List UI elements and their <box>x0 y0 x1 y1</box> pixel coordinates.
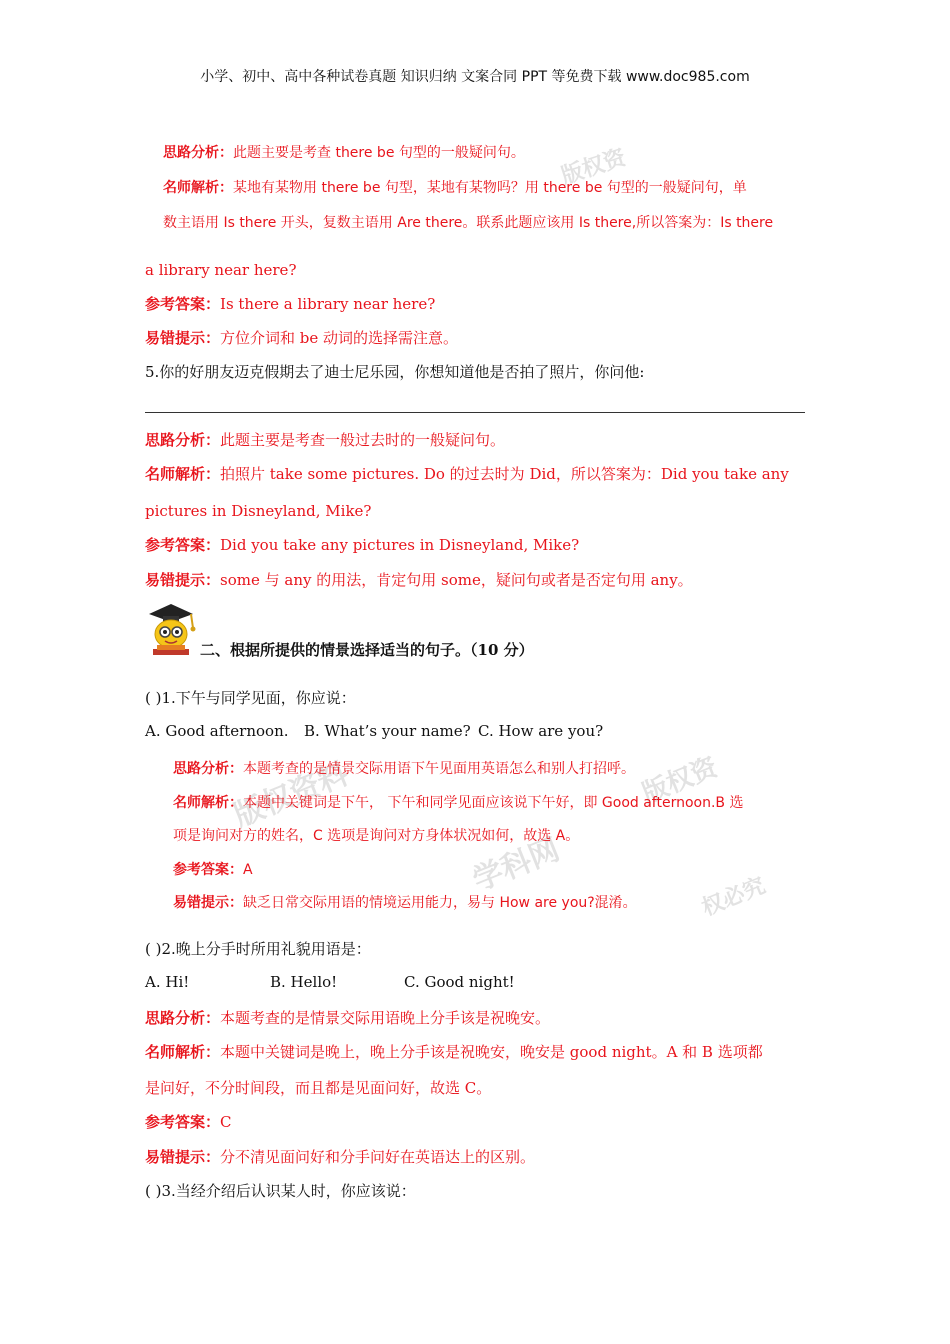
watermark: 学科网 <box>468 832 565 899</box>
explain-label: 名师解析： <box>145 465 221 483</box>
q5-tip-line <box>145 570 693 590</box>
q4-explain-3: a library near here? <box>145 261 297 279</box>
s2-analysis: 本题考查的是情景交际用语晚上分手该是祝晚安。 <box>220 1009 551 1027</box>
answer-blank-line <box>145 412 805 413</box>
q5-explain-1: 拍照片 take some pictures. Do 的过去时为 Did，所以答案为：Did you take any <box>220 465 789 483</box>
section-title: 二、根据所提供的情景选择适当的句子。（10 分） <box>200 641 534 659</box>
analysis-label: 思路分析： <box>173 761 243 777</box>
s2-answer: C <box>220 1113 232 1131</box>
s1-analysis-line <box>173 759 635 779</box>
explain-label: 名师解析： <box>173 795 243 811</box>
answer-label: 参考答案： <box>145 1113 221 1131</box>
q4-analysis: 此题主要是考查 there be 句型的一般疑问句。 <box>233 145 525 161</box>
s1-answer-line <box>173 860 253 880</box>
s1-analysis: 本题考查的是情景交际用语下午见面用英语怎么和别人打招呼。 <box>243 761 635 777</box>
watermark: 权必究 <box>698 873 770 922</box>
s1-option-b: B. What’s your name? <box>304 722 471 740</box>
q5-analysis: 此题主要是考查一般过去时的一般疑问句。 <box>220 431 506 449</box>
s2-question: ( )2.晚上分手时所用礼貌用语是： <box>145 940 371 958</box>
s1-answer: A <box>243 862 253 878</box>
q5-answer-line <box>145 535 579 555</box>
s2-tip: 分不清见面问好和分手问好在英语达上的区别。 <box>220 1148 536 1166</box>
analysis-label: 思路分析： <box>145 1009 221 1027</box>
s2-explain-2: 是问好，不分时间段，而且都是见面问好，故选 C。 <box>145 1079 492 1097</box>
watermark: 版权资料 <box>229 756 354 834</box>
tip-label: 易错提示： <box>173 895 243 911</box>
s2-answer-line <box>145 1112 232 1132</box>
explain-label: 名师解析： <box>163 180 233 196</box>
analysis-label: 思路分析： <box>163 145 233 161</box>
s2-option-c: C. Good night! <box>404 973 515 991</box>
q4-explain-1: 某地有某物用 there be 句型，某地有某物吗？用 there be 句型的一般疑问句，单 <box>233 180 747 196</box>
q4-answer-line <box>145 294 435 314</box>
q4-explain-line <box>163 178 747 198</box>
s1-explain-2: 项是询问对方的姓名，C 选项是询问对方身体状况如何，故选 A。 <box>173 828 580 844</box>
answer-label: 参考答案： <box>145 295 221 313</box>
q5-explain-2: pictures in Disneyland, Mike? <box>145 502 372 520</box>
q4-tip: 方位介词和 be 动词的选择需注意。 <box>220 329 459 347</box>
watermark: 版权资 <box>558 145 629 190</box>
scholar-mascot-icon <box>143 600 197 658</box>
q4-explain-2: 数主语用 Is there 开头，复数主语用 Are there。联系此题应该用 Is there,所以答案为：Is there <box>163 215 774 231</box>
s2-analysis-line <box>145 1008 550 1028</box>
s1-explain-1: 本题中关键词是下午， 下午和同学见面应该说下午好，即 Good afternoon.B 选 <box>243 795 744 811</box>
q4-answer: Is there a library near here? <box>220 295 436 313</box>
q4-analysis-line <box>163 143 525 163</box>
q5-analysis-line <box>145 430 505 450</box>
page-header: 小学、初中、高中各种试卷真题 知识归纳 文案合同 PPT 等免费下载 www.doc985.com <box>200 69 750 85</box>
s2-option-a: A. Hi! <box>145 973 190 991</box>
q5-explain-line <box>145 464 789 484</box>
q5-answer: Did you take any pictures in Disneyland, Mike? <box>220 536 580 554</box>
s2-explain-1: 本题中关键词是晚上，晚上分手该是祝晚安，晚安是 good night。A 和 B 选项都 <box>220 1043 763 1061</box>
s2-explain-line <box>145 1042 763 1062</box>
s2-option-b: B. Hello! <box>270 973 338 991</box>
q4-tip-line <box>145 328 458 348</box>
watermark: 版权资 <box>638 752 722 810</box>
s1-tip-line <box>173 893 637 913</box>
analysis-label: 思路分析： <box>145 431 221 449</box>
q5-tip: some 与 any 的用法，肯定句用 some，疑问句或者是否定句用 any。 <box>220 571 693 589</box>
answer-label: 参考答案： <box>145 536 221 554</box>
s2-tip-line <box>145 1147 535 1167</box>
s1-tip: 缺乏日常交际用语的情境运用能力，易与 How are you?混淆。 <box>243 895 637 911</box>
tip-label: 易错提示： <box>145 571 221 589</box>
s1-question: ( )1.下午与同学见面，你应说： <box>145 689 356 707</box>
s1-option-a: A. Good afternoon. <box>145 722 289 740</box>
tip-label: 易错提示： <box>145 329 221 347</box>
s1-option-c: C. How are you? <box>478 722 604 740</box>
answer-label: 参考答案： <box>173 862 243 878</box>
s1-explain-line <box>173 793 743 813</box>
q5-question: 5.你的好朋友迈克假期去了迪士尼乐园，你想知道他是否拍了照片，你问他: <box>145 363 645 381</box>
s3-question: ( )3.当经介绍后认识某人时，你应该说： <box>145 1182 416 1200</box>
explain-label: 名师解析： <box>145 1043 221 1061</box>
tip-label: 易错提示： <box>145 1148 221 1166</box>
